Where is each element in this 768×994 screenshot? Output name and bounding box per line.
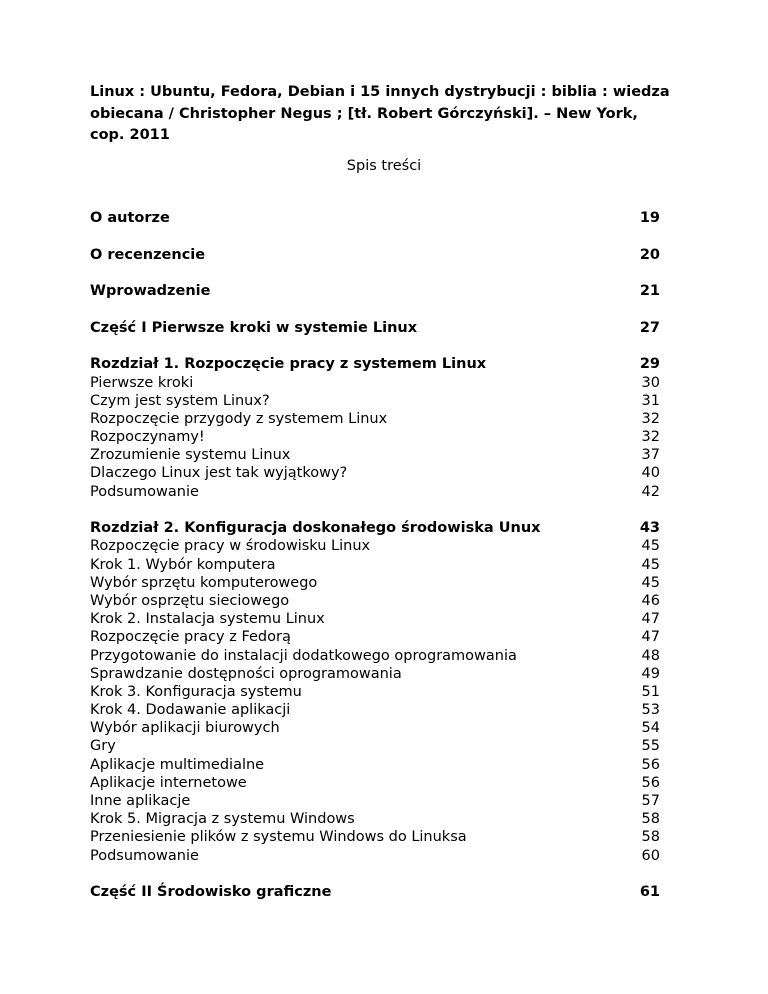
toc-entry-page: 53 xyxy=(641,702,660,719)
toc-entry xyxy=(90,464,660,482)
toc-entry-title: Pierwsze kroki xyxy=(90,374,194,391)
toc-entry-title: Rozpoczynamy! xyxy=(90,429,205,446)
toc-entry-page: 48 xyxy=(641,647,660,664)
toc-entry-title: Sprawdzanie dostępności oprogramowania xyxy=(90,665,402,682)
toc-entry-title: Wybór sprzętu komputerowego xyxy=(90,574,318,591)
toc-entry-page: 21 xyxy=(639,283,660,300)
table-of-contents xyxy=(90,209,660,901)
toc-entry-page: 58 xyxy=(641,811,660,828)
toc-entry-page: 45 xyxy=(641,538,660,555)
toc-entry xyxy=(90,665,660,683)
toc-entry xyxy=(90,574,660,592)
toc-entry-page: 57 xyxy=(641,793,660,810)
toc-entry-title: Czym jest system Linux? xyxy=(90,392,270,409)
toc-entry-title: Rozpoczęcie pracy z Fedorą xyxy=(90,629,291,646)
citation-line: cop. 2011 xyxy=(90,127,170,143)
toc-entry xyxy=(90,392,660,410)
toc-entry-page: 31 xyxy=(641,392,660,409)
toc-entry-title: O autorze xyxy=(90,210,170,226)
toc-entry-title: Inne aplikacje xyxy=(90,793,191,810)
toc-entry-page: 32 xyxy=(641,429,660,446)
toc-entry xyxy=(90,537,660,555)
toc-entry xyxy=(90,610,660,628)
toc-entry xyxy=(90,592,660,610)
toc-entry-page: 40 xyxy=(641,465,660,482)
toc-entry-page: 43 xyxy=(639,520,660,537)
toc-heading: Spis treści xyxy=(346,158,422,174)
toc-entry-page: 55 xyxy=(641,738,660,755)
toc-entry xyxy=(90,628,660,646)
toc-entry-page: 54 xyxy=(641,720,660,737)
toc-entry xyxy=(90,428,660,446)
citation-line: obiecana / Christopher Negus ; [tł. Robert Górczyński]. – New York, xyxy=(90,105,638,122)
citation-line: Linux : Ubuntu, Fedora, Debian i 15 innych dystrybucji : biblia : wiedza xyxy=(90,84,670,100)
toc-entry-page: 19 xyxy=(639,210,660,226)
toc-entry xyxy=(90,737,660,755)
toc-entry xyxy=(90,792,660,810)
toc-entry-title: O recenzencie xyxy=(90,246,206,263)
toc-entry-title: Krok 4. Dodawanie aplikacji xyxy=(90,702,291,719)
bibliographic-citation xyxy=(90,82,690,147)
toc-entry xyxy=(90,774,660,792)
toc-entry-title: Przeniesienie plików z systemu Windows do Linuksa xyxy=(90,829,467,846)
toc-entry-title: Krok 3. Konfiguracja systemu xyxy=(90,683,302,700)
toc-entry xyxy=(90,446,660,464)
toc-entry xyxy=(90,410,660,428)
toc-entry-page: 27 xyxy=(639,319,660,336)
toc-entry xyxy=(90,209,660,227)
toc-entry-page: 58 xyxy=(641,829,660,846)
toc-entry-page: 30 xyxy=(641,374,660,391)
toc-entry-title: Aplikacje internetowe xyxy=(90,774,247,791)
toc-entry xyxy=(90,319,660,337)
toc-entry-title: Wybór aplikacji biurowych xyxy=(90,720,280,737)
toc-entry-title: Aplikacje multimedialne xyxy=(90,756,265,773)
toc-entry-title: Rozpoczęcie przygody z systemem Linux xyxy=(90,410,388,427)
toc-entry xyxy=(90,282,660,300)
toc-entry-title: Wprowadzenie xyxy=(90,283,211,300)
toc-entry-page: 56 xyxy=(641,756,660,773)
toc-entry xyxy=(90,828,660,846)
toc-entry-title: Krok 1. Wybór komputera xyxy=(90,556,276,573)
toc-entry xyxy=(90,683,660,701)
toc-entry-page: 20 xyxy=(639,246,660,263)
toc-entry-page: 29 xyxy=(639,356,660,373)
toc-entry-page: 60 xyxy=(641,847,660,864)
toc-entry-title: Część II Środowisko graficzne xyxy=(90,884,332,901)
toc-entry-title: Rozdział 1. Rozpoczęcie pracy z systemem Linux xyxy=(90,356,487,373)
toc-entry xyxy=(90,556,660,574)
toc-entry-title: Dlaczego Linux jest tak wyjątkowy? xyxy=(90,465,348,482)
toc-entry-page: 45 xyxy=(641,574,660,591)
toc-entry xyxy=(90,355,660,373)
toc-entry xyxy=(90,756,660,774)
toc-entry-title: Gry xyxy=(90,738,116,755)
toc-entry-page: 51 xyxy=(641,683,660,700)
toc-entry-title: Krok 2. Instalacja systemu Linux xyxy=(90,611,325,628)
toc-entry xyxy=(90,519,660,537)
toc-entry xyxy=(90,883,660,901)
toc-entry-title: Krok 5. Migracja z systemu Windows xyxy=(90,811,355,828)
toc-entry-page: 49 xyxy=(641,665,660,682)
toc-entry-page: 46 xyxy=(641,592,660,609)
toc-entry-page: 56 xyxy=(641,774,660,791)
toc-entry xyxy=(90,810,660,828)
toc-entry-page: 61 xyxy=(639,884,660,901)
toc-entry xyxy=(90,847,660,865)
toc-entry-page: 47 xyxy=(641,611,660,628)
toc-entry-page: 45 xyxy=(641,556,660,573)
toc-entry-page: 32 xyxy=(641,410,660,427)
toc-entry-title: Podsumowanie xyxy=(90,483,199,500)
toc-entry-title: Przygotowanie do instalacji dodatkowego oprogramowania xyxy=(90,647,517,664)
toc-entry-page: 47 xyxy=(641,629,660,646)
toc-entry-title: Podsumowanie xyxy=(90,847,199,864)
toc-entry xyxy=(90,647,660,665)
toc-entry xyxy=(90,701,660,719)
toc-entry-title: Rozpoczęcie pracy w środowisku Linux xyxy=(90,538,371,555)
toc-entry xyxy=(90,719,660,737)
toc-entry-page: 42 xyxy=(641,483,660,500)
toc-entry-title: Zrozumienie systemu Linux xyxy=(90,447,291,464)
toc-entry-page: 37 xyxy=(641,447,660,464)
toc-entry xyxy=(90,483,660,501)
toc-entry xyxy=(90,374,660,392)
toc-entry-title: Wybór osprzętu sieciowego xyxy=(90,592,290,609)
toc-entry-title: Rozdział 2. Konfiguracja doskonałego środowiska Unux xyxy=(90,520,541,537)
toc-entry xyxy=(90,246,660,264)
toc-entry-title: Część I Pierwsze kroki w systemie Linux xyxy=(90,319,418,336)
